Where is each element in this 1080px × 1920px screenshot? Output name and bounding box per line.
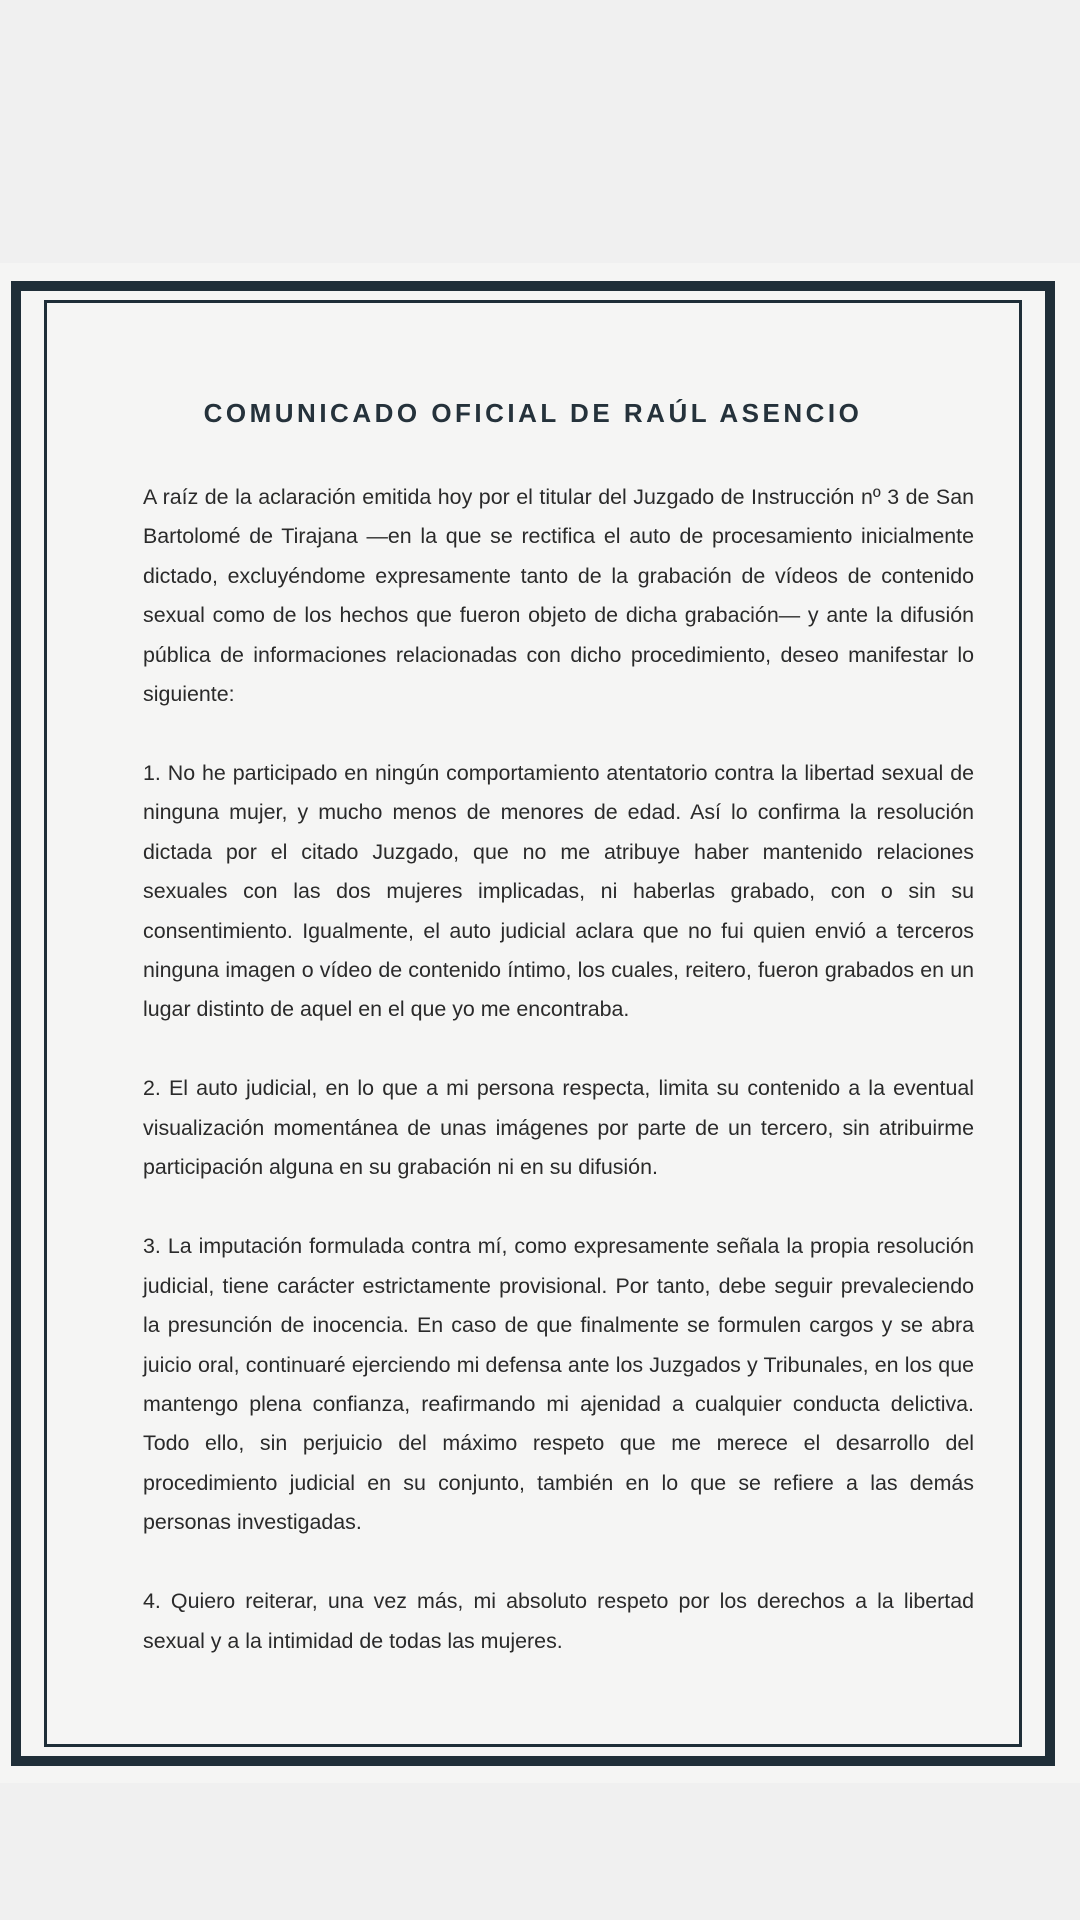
inner-border-frame bbox=[44, 300, 1022, 1747]
outer-border-frame bbox=[11, 281, 1055, 1766]
document-body bbox=[143, 478, 974, 1701]
point-3-paragraph: 3. La imputación formulada contra mí, como expresamente señala la propia resolución judicial, tiene carácter estrictamente provisional. Por tanto, debe seguir prevaleciendo la presunción de inocencia. En caso de que finalmente se formulen cargos y se abra juicio oral, continuaré ejerciendo mi defensa ante los Juzgados y Tribunales, en los que mantengo plena confianza, reafirmando mi ajenidad a cualquier conducta delictiva. Todo ello, sin perjuicio del máximo respeto que me merece el desarrollo del procedimiento judicial en su conjunto, también en lo que se refiere a las demás personas investigadas. bbox=[143, 1234, 974, 1535]
intro-paragraph: A raíz de la aclaración emitida hoy por el titular del Juzgado de Instrucción nº 3 de San Bartolomé de Tirajana —en la que se rectifica el auto de procesamiento inicialmente dictado, excluyéndome expresamente tanto de la grabación de vídeos de contenido sexual como de los hechos que fueron objeto de dicha grabación— y ante la difusión pública de informaciones relacionadas con dicho procedimiento, deseo manifestar lo siguiente: bbox=[143, 485, 974, 707]
point-2-paragraph: 2. El auto judicial, en lo que a mi persona respecta, limita su contenido a la eventual visualización momentánea de unas imágenes por parte de un tercero, sin atribuirme participación alguna en su grabación ni en su difusión. bbox=[143, 1076, 974, 1180]
document-title: COMUNICADO OFICIAL DE RAÚL ASENCIO bbox=[203, 398, 863, 428]
point-1-paragraph: 1. No he participado en ningún comportamiento atentatorio contra la libertad sexual de ninguna mujer, y mucho menos de menores de edad. Así lo confirma la resolución dictada por el citado Juzgado, que no me atribuye haber mantenido relaciones sexuales con las dos mujeres implicadas, ni haberlas grabado, con o sin su consentimiento. Igualmente, el auto judicial aclara que no fui quien envió a terceros ninguna imagen o vídeo de contenido íntimo, los cuales, reitero, fueron grabados en un lugar distinto de aquel en el que yo me encontraba. bbox=[143, 761, 974, 1022]
point-4-paragraph: 4. Quiero reiterar, una vez más, mi absoluto respeto por los derechos a la libertad sexual y a la intimidad de todas las mujeres. bbox=[143, 1589, 974, 1653]
